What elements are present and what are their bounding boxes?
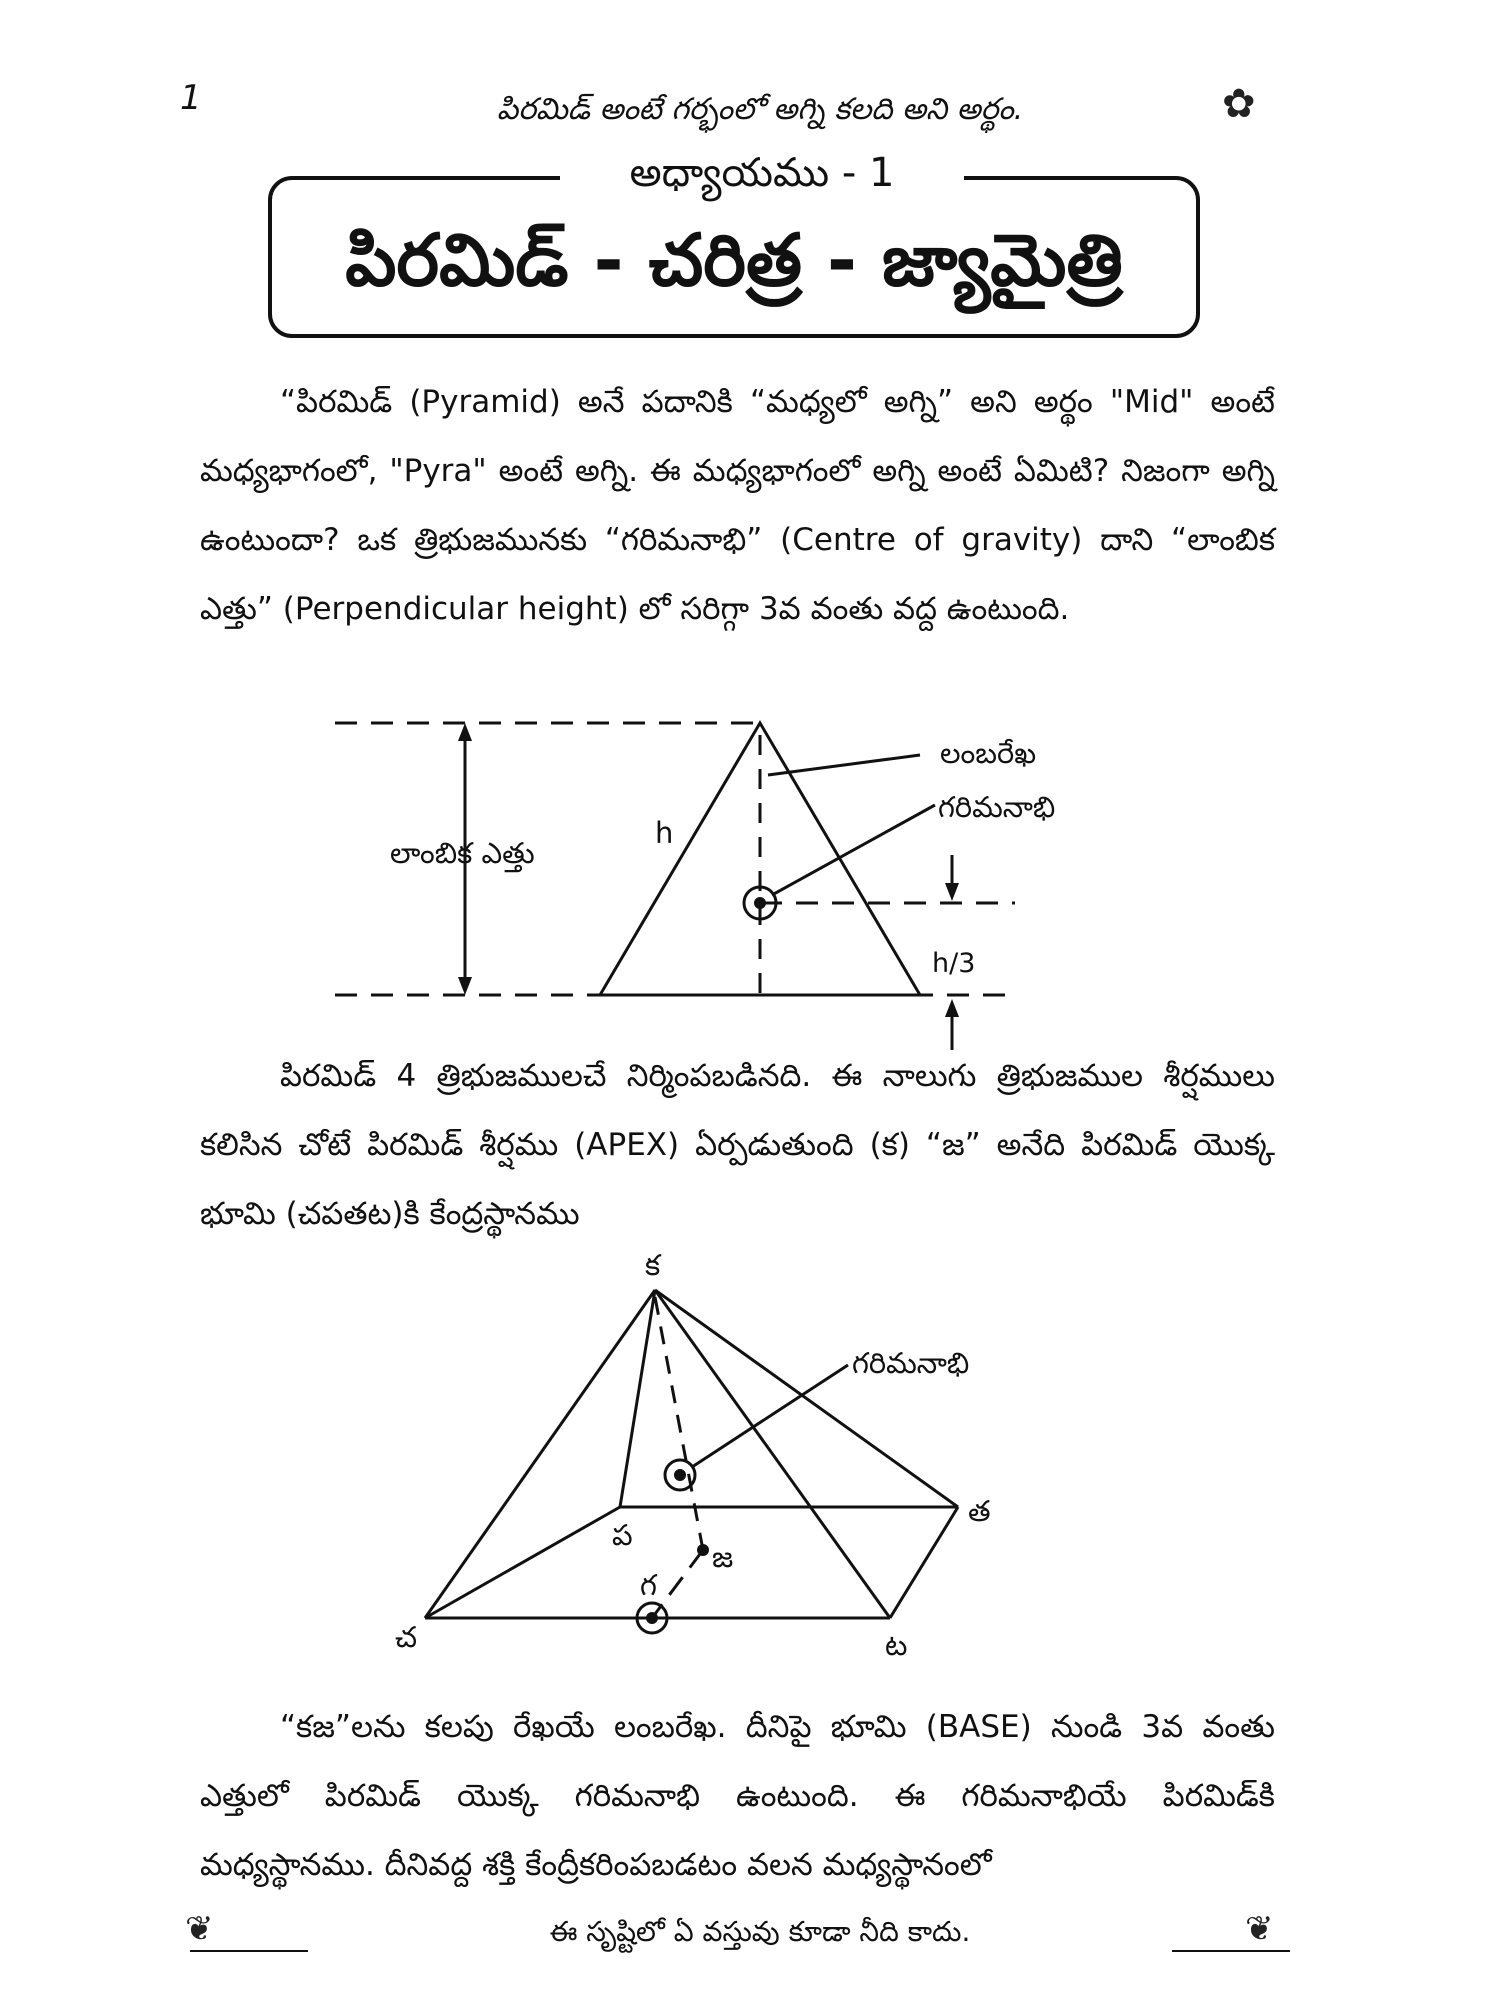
chapter-title: పిరమిడ్ - చరిత్ర - జ్యామైత్రి: [345, 218, 1123, 302]
label-centroid: గరిమనాభి: [852, 1346, 970, 1380]
footer-rule-left: [190, 1950, 308, 1952]
footer-ornament-right-icon: ❦: [1245, 1909, 1274, 1949]
running-header: పిరమిడ్ అంటే గర్భంలో అగ్ని కలది అని అర్థం.: [496, 92, 1024, 127]
floral-ornament-icon: ✿: [1222, 81, 1256, 127]
paragraph-intro: “పిరమిడ్ (Pyramid) అనే పదానికి “మధ్యలో అగ్ని” అని అర్థం "Mid" అంటే మధ్యభాగంలో, "Pyra" అంటే అగ్ని. ఈ మధ్యభాగంలో అగ్ని అంటే ఏమిటి? నిజంగా అగ్ని ఉంటుందా? ఒక త్రిభుజమునకు “గరిమనాభి” (Centre of gravity) దాని “లాంబిక ఎత్తు” (Perpendicular height) లో సరిగ్గా 3వ వంతు వద్ద ఉంటుంది.: [200, 384, 1275, 627]
label-lambarekha: లంబరేఖ: [940, 736, 1037, 770]
chapter-label: అధ్యాయము - 1: [560, 150, 964, 206]
label-pa: ప: [612, 1518, 633, 1552]
page-number: 1: [180, 78, 202, 118]
label-tta: ట: [885, 1628, 908, 1662]
label-centroid: గరిమనాభి: [938, 790, 1056, 824]
label-ga: గ: [640, 1568, 657, 1602]
label-perpendicular-height: లాంబిక ఎత్తు: [390, 836, 535, 870]
paragraph-centroid: “కజ”లను కలపు రేఖయే లంబరేఖ. దీనిపై భూమి (BASE) నుండి 3వ వంతు ఎత్తులో పిరమిడ్ యొక్క గరిమనాభి ఉంటుంది. ఈ గరిమనాభియే పిరమిడ్‌కి మధ్యస్థానము. దీనివద్ద శక్తి కేంద్రీకరింపబడటం వలన మధ్యస్థానంలో: [200, 1709, 1275, 1883]
label-ta: త: [968, 1494, 991, 1528]
footer-ornament-left-icon: ❦: [185, 1909, 214, 1949]
label-ja: జ: [712, 1540, 734, 1574]
label-h: h: [655, 816, 674, 850]
label-h-third: h/3: [932, 948, 976, 979]
footer-text: ఈ సృష్టిలో ఏ వస్తువు కూడా నీది కాదు.: [549, 1915, 971, 1948]
triangle-centroid-figure: [320, 705, 1056, 1050]
label-cha: చ: [395, 1620, 418, 1654]
label-apex-ka: క: [645, 1248, 661, 1282]
paragraph-apex: పిరమిడ్ 4 త్రిభుజములచే నిర్మింపబడినది. ఈ నాలుగు త్రిభుజముల శీర్షములు కలిసిన చోటే పిరమిడ్ శీర్షము (APEX) ఏర్పడుతుంది (క) “జ” అనేది పిరమిడ్ యొక్క భూమి (చపతట)కి కేంద్రస్థానము: [200, 1058, 1275, 1232]
footer-rule-right: [1172, 1950, 1290, 1952]
pyramid-figure: [380, 1245, 1080, 1680]
